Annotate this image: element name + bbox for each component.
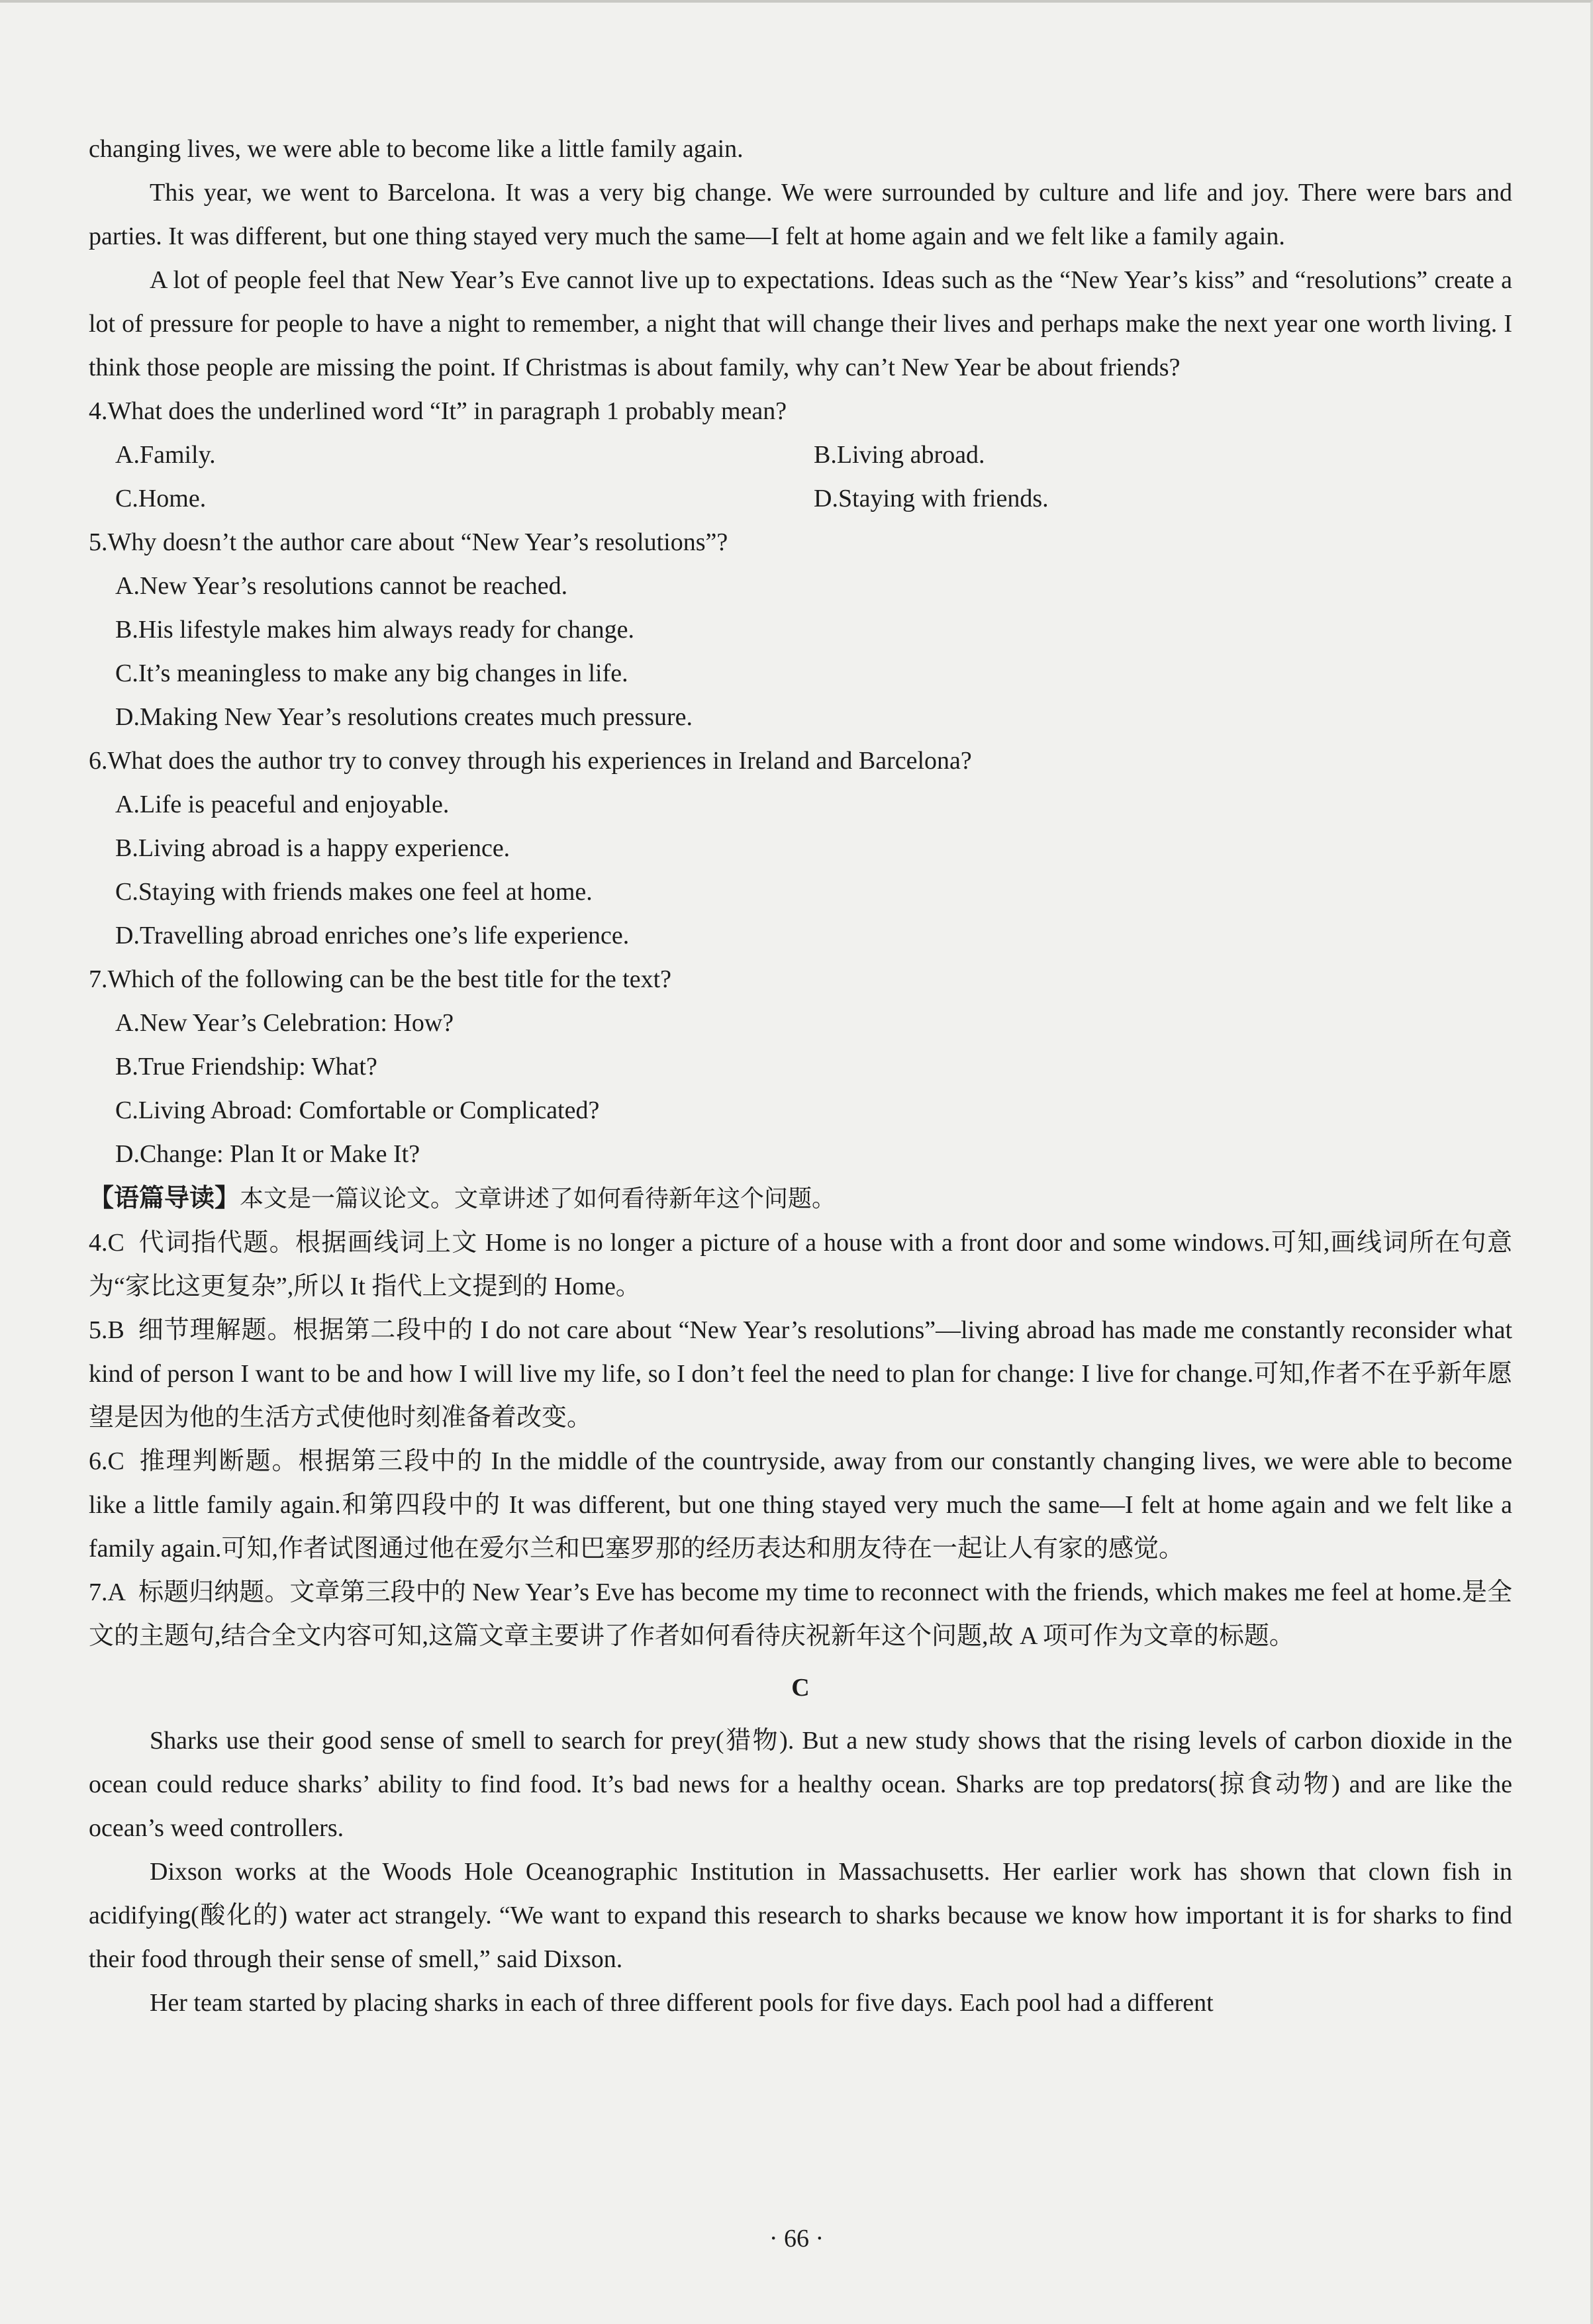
option-c[interactable]: C.Living Abroad: Comfortable or Complicated? [115,1096,600,1124]
option-a[interactable]: A.New Year’s resolutions cannot be reached. [115,572,568,600]
option-c[interactable]: C.It’s meaningless to make any big changes in life. [115,659,628,687]
page-number: · 66 · [769,2225,824,2252]
answer-explanation: 标题归纳题。文章第三段中的 New Year’s Eve has become my time to reconnect with the friends, which makes me feel at home.是全文的主题句,结合全文内容可知,这篇文章主要讲了作者如何看待庆祝新年这个问题,故 A 项可作为文章的标题。 [89,1578,1512,1650]
question-stem: 7.Which of the following can be the best title for the text? [89,965,672,993]
question-7 [89,957,1512,1176]
answer-label: 7.A [89,1578,126,1606]
answer-7 [89,1571,1512,1658]
answer-5 [89,1308,1512,1439]
section-title-c: C [791,1674,810,1702]
option-c[interactable]: C.Home. [115,485,207,512]
question-options [89,433,1512,520]
option-b[interactable]: B.Living abroad is a happy experience. [115,834,510,862]
answer-explanation: 推理判断题。根据第三段中的 In the middle of the countryside, away from our constantly changing lives, we were able to become like a little family again.和第四段中的 It was different, but one thing stayed very much the same—I felt at home again and we felt like a family again.可知,作者试图通过他在爱尔兰和巴塞罗那的经历表达和朋友待在一起让人有家的感觉。 [89,1447,1513,1563]
option-d[interactable]: D.Change: Plan It or Make It? [115,1140,420,1168]
option-a[interactable]: A.New Year’s Celebration: How? [115,1009,454,1037]
answer-6 [89,1439,1512,1571]
passage-c-paragraph-2: Dixson works at the Woods Hole Oceanographic Institution in Massachusetts. Her earlier work has shown that clown fish in acidifying(酸化的) water act strangely. “We want to expand this research to sharks because we know how important it is for sharks to find their food through their sense of smell,” said Dixson. [89,1858,1512,1973]
answer-explanation: 代词指代题。根据画线词上文 Home is no longer a picture of a house with a front door and some windows.可知,画线词所在句意为“家比这更复杂”,所以 It 指代上文提到的 Home。 [89,1229,1513,1300]
option-a[interactable]: A.Life is peaceful and enjoyable. [115,791,450,818]
question-stem: 5.Why doesn’t the author care about “New Year’s resolutions”? [89,528,728,556]
answer-label: 6.C [89,1447,124,1475]
option-d[interactable]: D.Travelling abroad enriches one’s life experience. [115,922,630,949]
question-options [89,783,1512,957]
question-options [89,1001,1512,1176]
option-c[interactable]: C.Staying with friends makes one feel at home. [115,878,593,906]
option-a[interactable]: A.Family. [115,441,216,469]
answer-explanation: 细节理解题。根据第二段中的 I do not care about “New Year’s resolutions”—living abroad has made me constantly reconsider what kind of person I want to be and how I will live my life, so I don’t feel the need to plan for change: I live for change.可知,作者不在乎新年愿望是因为他的生活方式使他时刻准备着改变。 [89,1316,1513,1431]
option-b[interactable]: B.Living abroad. [814,441,985,469]
option-b[interactable]: B.True Friendship: What? [115,1053,377,1081]
question-5 [89,520,1512,739]
answer-4 [89,1221,1512,1308]
passage-b-paragraph-3: A lot of people feel that New Year’s Eve cannot live up to expectations. Ideas such as the “New Year’s kiss” and “resolutions” create a lot of pressure for people to have a night to remember, a night that will change their lives and perhaps make the next year one worth living. I think those people are missing the point. If Christmas is about family, why can’t New Year be about friends? [89,266,1512,381]
answer-label: 5.B [89,1316,124,1344]
passage-c-paragraph-1: Sharks use their good sense of smell to search for prey(猎物). But a new study shows that the rising levels of carbon dioxide in the ocean could reduce sharks’ ability to find food. It’s bad news for a healthy ocean. Sharks are top predators(掠食动物) and are like the ocean’s weed controllers. [89,1727,1512,1842]
reading-guide-label: 【语篇导读】 [89,1183,240,1212]
passage-b-paragraph-2: This year, we went to Barcelona. It was a very big change. We were surrounded by culture and life and joy. There were bars and parties. It was different, but one thing stayed very much the same—I felt at home again and we felt like a family again. [89,179,1512,250]
content [89,127,1512,2025]
reading-guide-text: 本文是一篇议论文。文章讲述了如何看待新年这个问题。 [240,1185,836,1212]
question-4 [89,389,1512,520]
passage-b-paragraph-1-tail: changing lives, we were able to become like a little family again. [89,135,744,163]
question-options [89,564,1512,739]
question-stem: 4.What does the underlined word “It” in paragraph 1 probably mean? [89,397,787,425]
answer-label: 4.C [89,1229,124,1257]
question-stem: 6.What does the author try to convey through his experiences in Ireland and Barcelona? [89,747,972,775]
option-d[interactable]: D.Staying with friends. [814,485,1049,512]
option-d[interactable]: D.Making New Year’s resolutions creates much pressure. [115,703,693,731]
passage-c-paragraph-3: Her team started by placing sharks in each of three different pools for five days. Each pool had a different [150,1989,1214,2017]
question-6 [89,739,1512,957]
reading-guide [89,1176,1512,1221]
option-b[interactable]: B.His lifestyle makes him always ready for change. [115,616,635,644]
